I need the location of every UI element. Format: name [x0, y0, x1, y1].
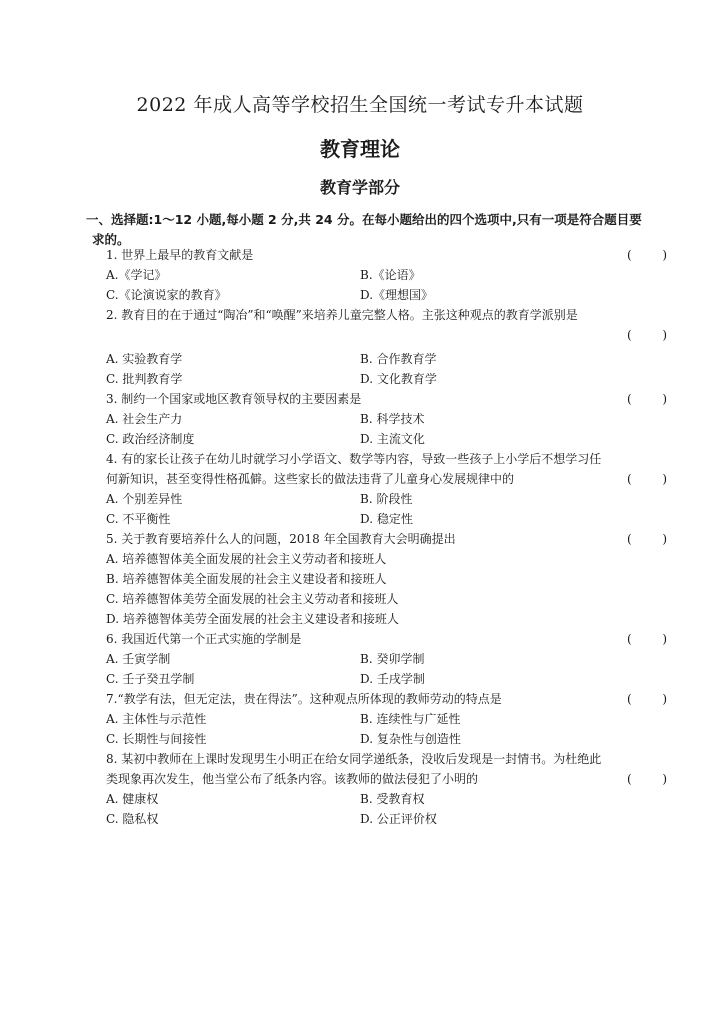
- option-c[interactable]: C. 培养德智体美劳全面发展的社会主义劳动者和接班人: [106, 592, 399, 606]
- question-list: [92, 245, 667, 829]
- option-c[interactable]: C. 隐私权: [106, 812, 159, 826]
- bracket-open: (: [627, 632, 632, 646]
- question-stem: [92, 529, 667, 549]
- option-a[interactable]: A. 社会生产力: [106, 412, 183, 426]
- options: [92, 709, 667, 749]
- option-d[interactable]: D. 培养德智体美劳全面发展的社会主义建设者和接班人: [106, 612, 399, 626]
- option-a[interactable]: A. 培养德智体美全面发展的社会主义劳动者和接班人: [106, 552, 387, 566]
- question-stem: [92, 629, 667, 649]
- answer-bracket[interactable]: [627, 769, 667, 789]
- bracket-close: ): [662, 328, 667, 342]
- options: [92, 409, 667, 449]
- answer-bracket[interactable]: [627, 245, 667, 265]
- stem-text: 8. 某初中教师在上课时发现男生小明正在给女同学递纸条，没收后发现是一封情书。为杜绝此类现象再次发生，他当堂公布了纸条内容。该教师的做法侵犯了小明的: [106, 752, 602, 786]
- option-b[interactable]: B. 连续性与广延性: [360, 712, 461, 726]
- option-c[interactable]: C. 长期性与间接性: [106, 732, 207, 746]
- bracket-open: (: [627, 392, 632, 406]
- option-c[interactable]: C. 不平衡性: [106, 512, 171, 526]
- option-c[interactable]: C. 壬子癸丑学制: [106, 672, 195, 686]
- answer-bracket[interactable]: [627, 325, 667, 345]
- stem-text: 7.“教学有法，但无定法，贵在得法”。这种观点所体现的教师劳动的特点是: [106, 692, 502, 706]
- option-d[interactable]: D.《理想国》: [360, 288, 434, 302]
- bracket-line: [92, 325, 667, 345]
- question-8: [92, 749, 667, 829]
- options: [92, 649, 667, 689]
- options: [92, 789, 667, 829]
- stem-text: 3. 制约一个国家或地区教育领导权的主要因素是: [106, 392, 362, 406]
- stem-text: 1. 世界上最早的教育文献是: [106, 248, 254, 262]
- option-d[interactable]: D. 壬戌学制: [360, 672, 425, 686]
- option-d[interactable]: D. 公正评价权: [360, 812, 437, 826]
- question-stem: [92, 389, 667, 409]
- options: [92, 265, 667, 305]
- options: [92, 349, 667, 389]
- question-2: [92, 305, 667, 389]
- bracket-open: (: [627, 532, 632, 546]
- options: [92, 549, 667, 629]
- bracket-close: ): [662, 632, 667, 646]
- option-b[interactable]: B. 培养德智体美全面发展的社会主义建设者和接班人: [106, 572, 387, 586]
- question-stem: [92, 449, 667, 489]
- option-d[interactable]: D. 主流文化: [360, 432, 425, 446]
- question-stem: [92, 749, 667, 789]
- question-7: [92, 689, 667, 749]
- bracket-close: ): [662, 772, 667, 786]
- option-b[interactable]: B. 科学技术: [360, 412, 425, 426]
- stem-text: 6. 我国近代第一个正式实施的学制是: [106, 632, 302, 646]
- answer-bracket[interactable]: [627, 469, 667, 489]
- bracket-close: ): [662, 472, 667, 486]
- bracket-close: ): [662, 692, 667, 706]
- bracket-open: (: [627, 472, 632, 486]
- bracket-close: ): [662, 532, 667, 546]
- question-1: [92, 245, 667, 305]
- stem-text: 5. 关于教育要培养什么人的问题，2018 年全国教育大会明确提出: [106, 532, 456, 546]
- subject-title: 教育理论: [320, 137, 400, 161]
- option-c[interactable]: C. 批判教育学: [106, 372, 183, 386]
- answer-bracket[interactable]: [627, 629, 667, 649]
- bracket-open: (: [627, 772, 632, 786]
- option-b[interactable]: B. 癸卯学制: [360, 652, 425, 666]
- exam-title: 2022 年成人高等学校招生全国统一考试专升本试题: [136, 94, 584, 116]
- option-d[interactable]: D. 文化教育学: [360, 372, 437, 386]
- bracket-open: (: [627, 248, 632, 262]
- stem-text: 4. 有的家长让孩子在幼儿时就学习小学语文、数学等内容，导致一些孩子上小学后不想学习任何新知识，甚至变得性格孤僻。这些家长的做法违背了儿童身心发展规律中的: [106, 452, 602, 486]
- option-a[interactable]: A.《学记》: [106, 268, 167, 282]
- option-a[interactable]: A. 个别差异性: [106, 492, 183, 506]
- answer-bracket[interactable]: [627, 689, 667, 709]
- question-5: [92, 529, 667, 629]
- bracket-close: ): [662, 392, 667, 406]
- section-instruction: 一、选择题:1～12 小题,每小题 2 分,共 24 分。在每小题给出的四个选项中,只有一项是符合题目要求的。: [86, 212, 642, 247]
- option-b[interactable]: B.《论语》: [360, 268, 421, 282]
- bracket-open: (: [627, 692, 632, 706]
- option-c[interactable]: C.《论演说家的教育》: [106, 288, 227, 302]
- question-stem: [92, 245, 667, 265]
- question-stem: [92, 305, 667, 325]
- option-b[interactable]: B. 受教育权: [360, 792, 425, 806]
- option-c[interactable]: C. 政治经济制度: [106, 432, 195, 446]
- question-6: [92, 629, 667, 689]
- option-a[interactable]: A. 实验教育学: [106, 352, 183, 366]
- bracket-close: ): [662, 248, 667, 262]
- answer-bracket[interactable]: [627, 389, 667, 409]
- option-d[interactable]: D. 稳定性: [360, 512, 413, 526]
- option-a[interactable]: A. 主体性与示范性: [106, 712, 207, 726]
- option-b[interactable]: B. 阶段性: [360, 492, 413, 506]
- answer-bracket[interactable]: [627, 529, 667, 549]
- bracket-open: (: [627, 328, 632, 342]
- question-stem: [92, 689, 667, 709]
- part-title: 教育学部分: [319, 178, 400, 197]
- option-d[interactable]: D. 复杂性与创造性: [360, 732, 461, 746]
- options: [92, 489, 667, 529]
- stem-text: 2. 教育目的在于通过“陶冶”和“唤醒”来培养儿童完整人格。主张这种观点的教育学派别是: [106, 308, 578, 322]
- option-a[interactable]: A. 壬寅学制: [106, 652, 171, 666]
- option-a[interactable]: A. 健康权: [106, 792, 159, 806]
- option-b[interactable]: B. 合作教育学: [360, 352, 437, 366]
- question-4: [92, 449, 667, 529]
- question-3: [92, 389, 667, 449]
